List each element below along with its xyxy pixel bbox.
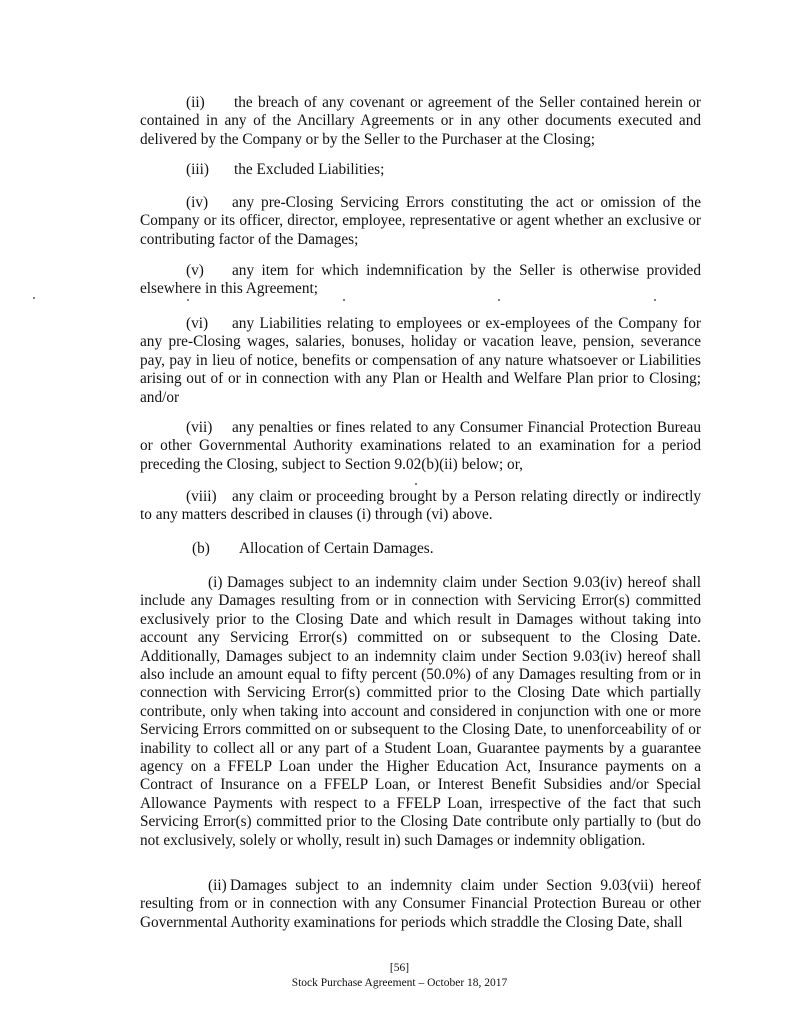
scan-speck xyxy=(343,299,345,301)
subparagraph-number: (i) xyxy=(208,574,223,591)
subparagraph-number: (ii) xyxy=(208,877,227,894)
clause-text: any penalties or fines related to any Consumer Financial Protection Bureau or other Governmental Authority examinations related to an examination for a period preceding the Closing, subject to Section 9.02(b)(ii) below; or, xyxy=(140,419,701,473)
clause-vii xyxy=(140,419,701,474)
clause-number: (iv) xyxy=(186,194,209,211)
clause-text: the Excluded Liabilities; xyxy=(234,161,385,178)
clause-number: (v) xyxy=(186,262,204,279)
section-b-heading xyxy=(140,540,701,558)
clause-number: (iii) xyxy=(186,161,209,178)
clause-number: (viii) xyxy=(186,488,217,505)
clause-number: (ii) xyxy=(186,94,205,111)
document-footer: Stock Purchase Agreement – October 18, 2017 xyxy=(291,977,508,989)
scan-speck xyxy=(654,299,656,301)
subparagraph-text: Damages subject to an indemnity claim under Section 9.03(iv) hereof shall include any Damages resulting from or in connection with Servicing Error(s) committed exclusively prior to the Closing Date and which result in Damages without taking into account any Servicing Error(s) committed on or subsequent to the Closing Date. Additionally, Damages subject to an indemnity claim under Section 9.03(iv) hereof shall also include an amount equal to fifty percent (50.0%) of any Damages resulting from or in connection with Servicing Error(s) committed prior to the Closing Date which partially contribute, only when taking into account and considered in conjunction with one or more Servicing Errors committed on or subsequent to the Closing Date, to unenforceability of or inability to collect all or any part of a Student Loan, Guarantee payments by a guarantee agency on a FFELP Loan under the Higher Education Act, Insurance payments on a Contract of Insurance on a FFELP Loan, or Interest Benefit Subsidies and/or Special Allowance Payments with respect to a FFELP Loan, irrespective of the fact that such Servicing Error(s) committed prior to the Closing Date contribute only partially to (but do not exclusively, solely or wholly, result in) such Damages or indemnity obligation. xyxy=(140,574,701,849)
scan-speck xyxy=(415,483,417,485)
clause-text: any item for which indemnification by the Seller is otherwise provided elsewhere in this Agreement; xyxy=(140,262,701,298)
subparagraph-text: Damages subject to an indemnity claim under Section 9.03(vii) hereof resulting from or in connection with any Consumer Financial Protection Bureau or other Governmental Authority examinations for periods which straddle the Closing Date, shall xyxy=(140,877,701,931)
clause-text: any claim or proceeding brought by a Person relating directly or indirectly to any matters described in clauses (i) through (vi) above. xyxy=(140,488,701,524)
clause-iii xyxy=(140,161,701,179)
subparagraph-i xyxy=(140,574,701,850)
clause-number: (vi) xyxy=(186,315,209,332)
clause-ii xyxy=(140,94,701,149)
section-title: Allocation of Certain Damages. xyxy=(239,540,434,557)
clause-text: any Liabilities relating to employees or ex-employees of the Company for any pre-Closing wages, salaries, bonuses, holiday or vacation leave, pension, severance pay, pay in lieu of notice, benefits or compensation of any nature whatsoever or Liabilities arising out of or in connection with any Plan or Health and Welfare Plan prior to Closing; and/or xyxy=(140,315,701,406)
clause-number: (vii) xyxy=(186,419,213,436)
clause-vi xyxy=(140,315,701,407)
section-number: (b) xyxy=(192,540,210,557)
scan-speck xyxy=(187,299,189,301)
scan-speck xyxy=(498,299,500,301)
clause-text: the breach of any covenant or agreement of the Seller contained herein or contained in any of the Ancillary Agreements or in any other documents executed and delivered by the Company or by the Seller to the Purchaser at the Closing; xyxy=(140,94,701,148)
clause-iv xyxy=(140,194,701,249)
clause-v xyxy=(140,262,701,299)
clause-text: any pre-Closing Servicing Errors constituting the act or omission of the Company or its officer, director, employee, representative or agent whether an exclusive or contributing factor of the Damages; xyxy=(140,194,701,248)
page-number: [56] xyxy=(389,962,410,974)
scan-speck xyxy=(33,297,35,299)
subparagraph-ii xyxy=(140,877,701,932)
clause-viii xyxy=(140,488,701,525)
